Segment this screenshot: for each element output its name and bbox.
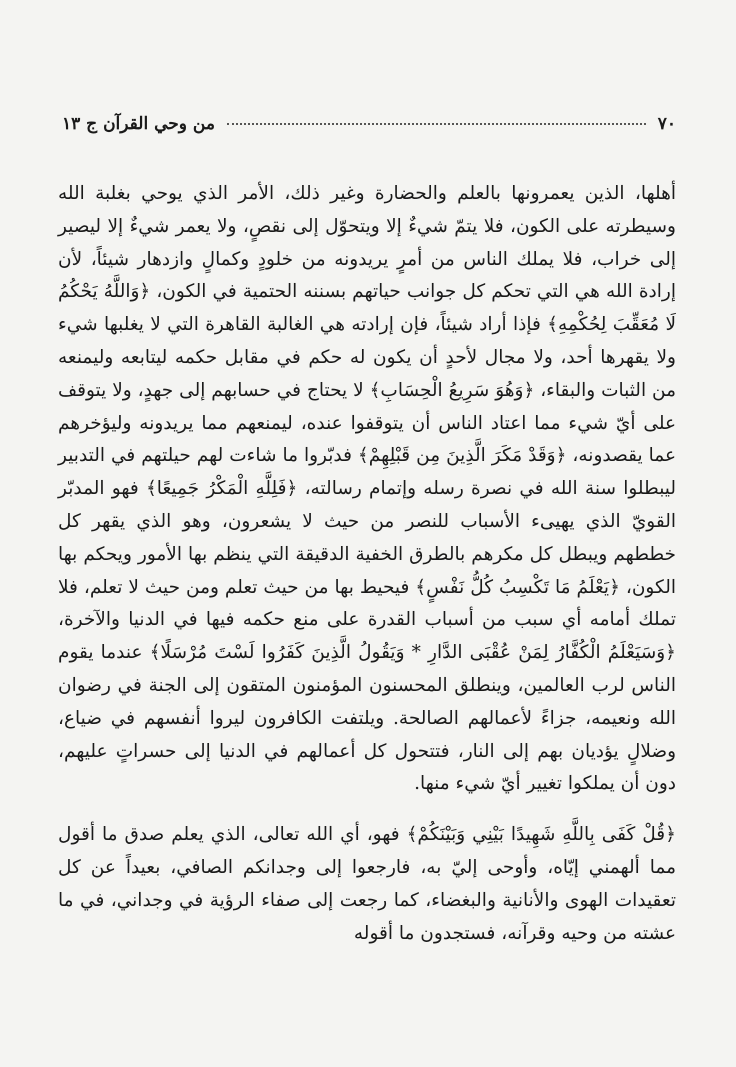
- body-text: [58, 178, 676, 950]
- paragraph: أهلها، الذين يعمرونها بالعلم والحضارة وغير ذلك، الأمر الذي يوحي بغلبة الله وسيطرته على الكون، فلا يتمّ شيءٌ إلا ويتحوّل إلى نقصٍ، ولا يعمر شيءٌ إلا ليصير إلى خراب، فلا يملك الناس من أمرٍ يريدونه من خلودٍ وكمالٍ وازدهار شيئاً، لأن إرادة الله هي التي تحكم كل جوانب حياتهم بسننه الحتمية في الكون، ﴿وَاللَّهُ يَحْكُمُ لَا مُعَقِّبَ لِحُكْمِهِ﴾ فإذا أراد شيئاً، فإن إرادته هي الغالبة القاهرة التي لا يغلبها شيء ولا يقهرها أحد، ولا مجال لأحدٍ أن يكون له حكم في مقابل حكمه ليتابعه وليمنعه من الثبات والبقاء، ﴿وَهُوَ سَرِيعُ الْحِسَابِ﴾ لا يحتاج في حسابهم إلى جهدٍ، ولا يتوقف على أيّ شيء مما اعتاد الناس أن يتوقفوا عنده، ليمنعهم مما يريدونه وليؤخرهم عما يقصدونه، ﴿وَقَدْ مَكَرَ الَّذِينَ مِن قَبْلِهِمْ﴾ فدبّروا ما شاءت لهم حيلتهم في التدبير ليبطلوا سنة الله في نصرة رسله وإتمام رسالته، ﴿فَلِلَّهِ الْمَكْرُ جَمِيعًا﴾ فهو المدبّر القويّ الذي يهيىء الأسباب للنصر من حيث لا يشعرون، وهو الذي يقهر كل خططهم ويبطل كل مكرهم بالطرق الخفية الدقيقة التي ينظم بها الأمور ويحكم بها الكون، ﴿يَعْلَمُ مَا تَكْسِبُ كُلُّ نَفْسٍ﴾ فيحيط بها من حيث تعلم ومن حيث لا تعلم، فلا تملك أمامه أي سبب من أسباب القدرة على منع حكمه فيها في الدنيا والآخرة، ﴿وَسَيَعْلَمُ الْكُفَّارُ لِمَنْ عُقْبَى الدَّارِ * وَيَقُولُ الَّذِينَ كَفَرُوا لَسْتَ مُرْسَلًا﴾ عندما يقوم الناس لرب العالمين، وينطلق المحسنون المؤمنون المتقون إلى الجنة في رضوان الله ونعيمه، جزاءً لأعمالهم الصالحة. ويلتفت الكافرون ليروا أنفسهم في ضياع، وضلالٍ يؤديان بهم إلى النار، فتتحول كل أعمالهم في الدنيا إلى حسراتٍ عليهم، دون أن يملكوا تغيير أيّ شيء منها.: [58, 183, 676, 795]
- paragraph: ﴿قُلْ كَفَى بِاللَّهِ شَهِيدًا بَيْنِي وَبَيْنَكُمْ﴾ فهو، أي الله تعالى، الذي يعلم صدق ما أقول مما ألهمني إيّاه، وأوحى إليّ به، فارجعوا إلى وجدانكم الصافي، بعيداً عن كل تعقيدات الهوى والأنانية والبغضاء، كما رجعت إلى صفاء الرؤية في وجداني، في ما عشته من وحيه وقرآنه، فستجدون ما أقوله: [58, 824, 676, 944]
- page-header: [62, 108, 676, 140]
- header-dotted-leader: [227, 123, 646, 125]
- page-number: ٧٠: [657, 114, 676, 134]
- running-title: من وحي القرآن ج ١٣: [62, 114, 215, 134]
